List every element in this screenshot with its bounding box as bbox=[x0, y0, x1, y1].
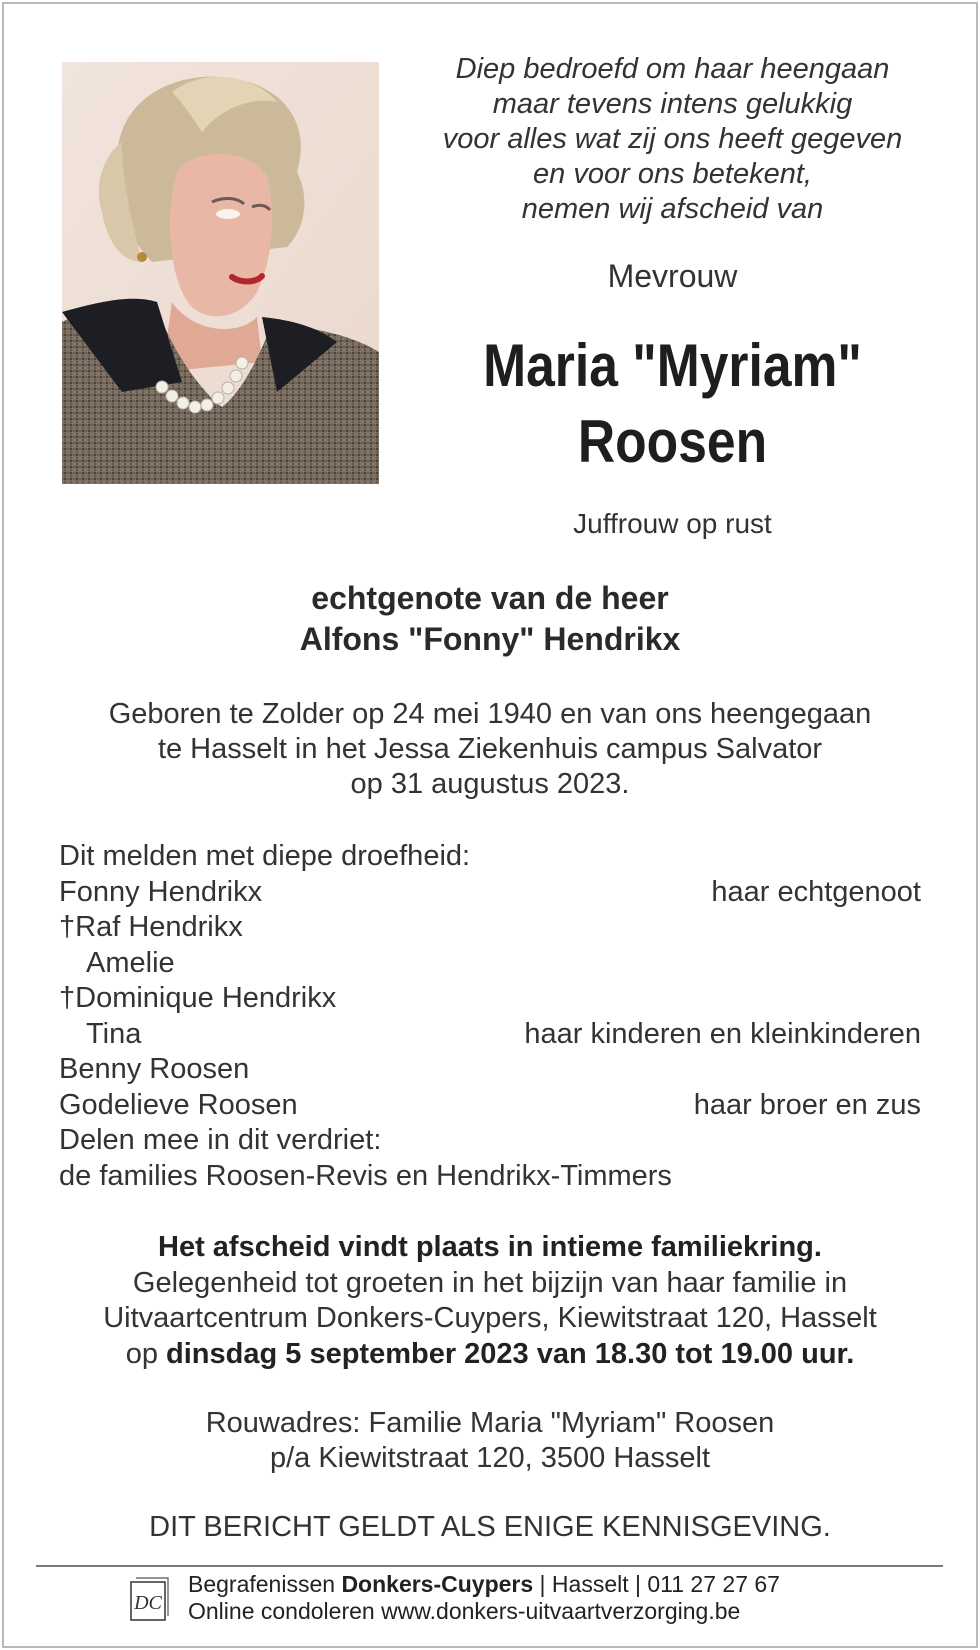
families-line: de families Roosen-Revis en Hendrikx-Timmers bbox=[59, 1159, 672, 1192]
website-link[interactable]: www.donkers-uitvaartverzorging.be bbox=[381, 1598, 741, 1624]
deceased-name-line1: Maria "Myriam" bbox=[483, 332, 862, 399]
deceased-name-line2: Roosen bbox=[577, 408, 768, 475]
footer-divider bbox=[36, 1565, 943, 1567]
ceremony-datetime: op dinsdag 5 september 2023 van 18.30 tot 19.00 uur. bbox=[125, 1337, 855, 1370]
mourner-relation: haar broer en zus bbox=[693, 1088, 921, 1121]
mourner-relation: haar kinderen en kleinkinderen bbox=[524, 1017, 921, 1050]
birth-line: op 31 augustus 2023. bbox=[350, 768, 630, 800]
address-line1: Rouwadres: Familie Maria "Myriam" Roosen bbox=[205, 1407, 775, 1439]
mourner-name: Amelie bbox=[86, 946, 175, 979]
spouse-line2: Alfons "Fonny" Hendrikx bbox=[299, 621, 681, 657]
mourner-name: Tina bbox=[86, 1017, 142, 1050]
birth-death-info bbox=[40, 697, 940, 802]
mourner-name: †Dominique Hendrikx bbox=[59, 982, 337, 1014]
ceremony-line: Gelegenheid tot groeten in het bijzijn van haar familie in bbox=[132, 1266, 848, 1299]
mourning-address bbox=[40, 1406, 940, 1476]
spouse-info bbox=[40, 578, 940, 660]
intro-verse bbox=[400, 52, 945, 227]
spouse-line1: echtgenote van de heer bbox=[311, 580, 669, 616]
ceremony-line: Uitvaartcentrum Donkers-Cuypers, Kiewitstraat 120, Hasselt bbox=[103, 1302, 877, 1334]
svg-text:DC: DC bbox=[134, 1592, 162, 1614]
ceremony-headline: Het afscheid vindt plaats in intieme familiekring. bbox=[158, 1231, 822, 1263]
occupation: Juffrouw op rust bbox=[573, 508, 772, 539]
shared-grief-heading: Delen mee in dit verdriet: bbox=[59, 1124, 382, 1156]
birth-line: Geboren te Zolder op 24 mei 1940 en van ons heengegaan bbox=[108, 698, 872, 730]
company-name: Donkers-Cuypers bbox=[341, 1571, 534, 1597]
funeral-home-logo bbox=[128, 1576, 172, 1624]
mourner-relation: haar echtgenoot bbox=[711, 875, 921, 908]
ceremony-info bbox=[30, 1230, 950, 1372]
footer-line2: Online condoleren www.donkers-uitvaartverzorging.be bbox=[188, 1598, 741, 1624]
mourner-name: †Raf Hendrikx bbox=[59, 911, 243, 943]
mourner-name: Fonny Hendrikx bbox=[59, 875, 263, 908]
list-item bbox=[59, 910, 921, 946]
birth-line: te Hasselt in het Jessa Ziekenhuis campus Salvator bbox=[157, 733, 823, 765]
address-line2: p/a Kiewitstraat 120, 3500 Hasselt bbox=[269, 1442, 711, 1474]
list-item bbox=[59, 875, 921, 911]
list-item bbox=[59, 1017, 921, 1053]
list-item bbox=[59, 1052, 921, 1088]
portrait-photo bbox=[62, 62, 379, 484]
mourner-name: Godelieve Roosen bbox=[59, 1088, 298, 1121]
list-item bbox=[59, 946, 921, 982]
honorific: Mevrouw bbox=[607, 258, 738, 294]
intro-line: Diep bedroefd om haar heengaan bbox=[455, 53, 890, 85]
intro-line: nemen wij afscheid van bbox=[521, 193, 824, 225]
list-item bbox=[59, 981, 921, 1017]
footer-info bbox=[188, 1571, 780, 1625]
intro-line: voor alles wat zij ons heeft gegeven bbox=[442, 123, 903, 155]
mourner-name: Benny Roosen bbox=[59, 1053, 250, 1085]
phone-number: 011 27 27 67 bbox=[647, 1571, 780, 1597]
list-item bbox=[59, 1088, 921, 1124]
mourners-list bbox=[59, 839, 921, 1194]
intro-line: maar tevens intens gelukkig bbox=[492, 88, 853, 120]
deceased-name bbox=[438, 328, 907, 480]
intro-line: en voor ons betekent, bbox=[533, 158, 812, 190]
footer-line1: Begrafenissen Donkers-Cuypers | Hasselt | 011 27 27 67 bbox=[188, 1571, 780, 1597]
mourners-heading: Dit melden met diepe droefheid: bbox=[59, 840, 471, 872]
notice-text: DIT BERICHT GELDT ALS ENIGE KENNISGEVING. bbox=[149, 1511, 831, 1543]
